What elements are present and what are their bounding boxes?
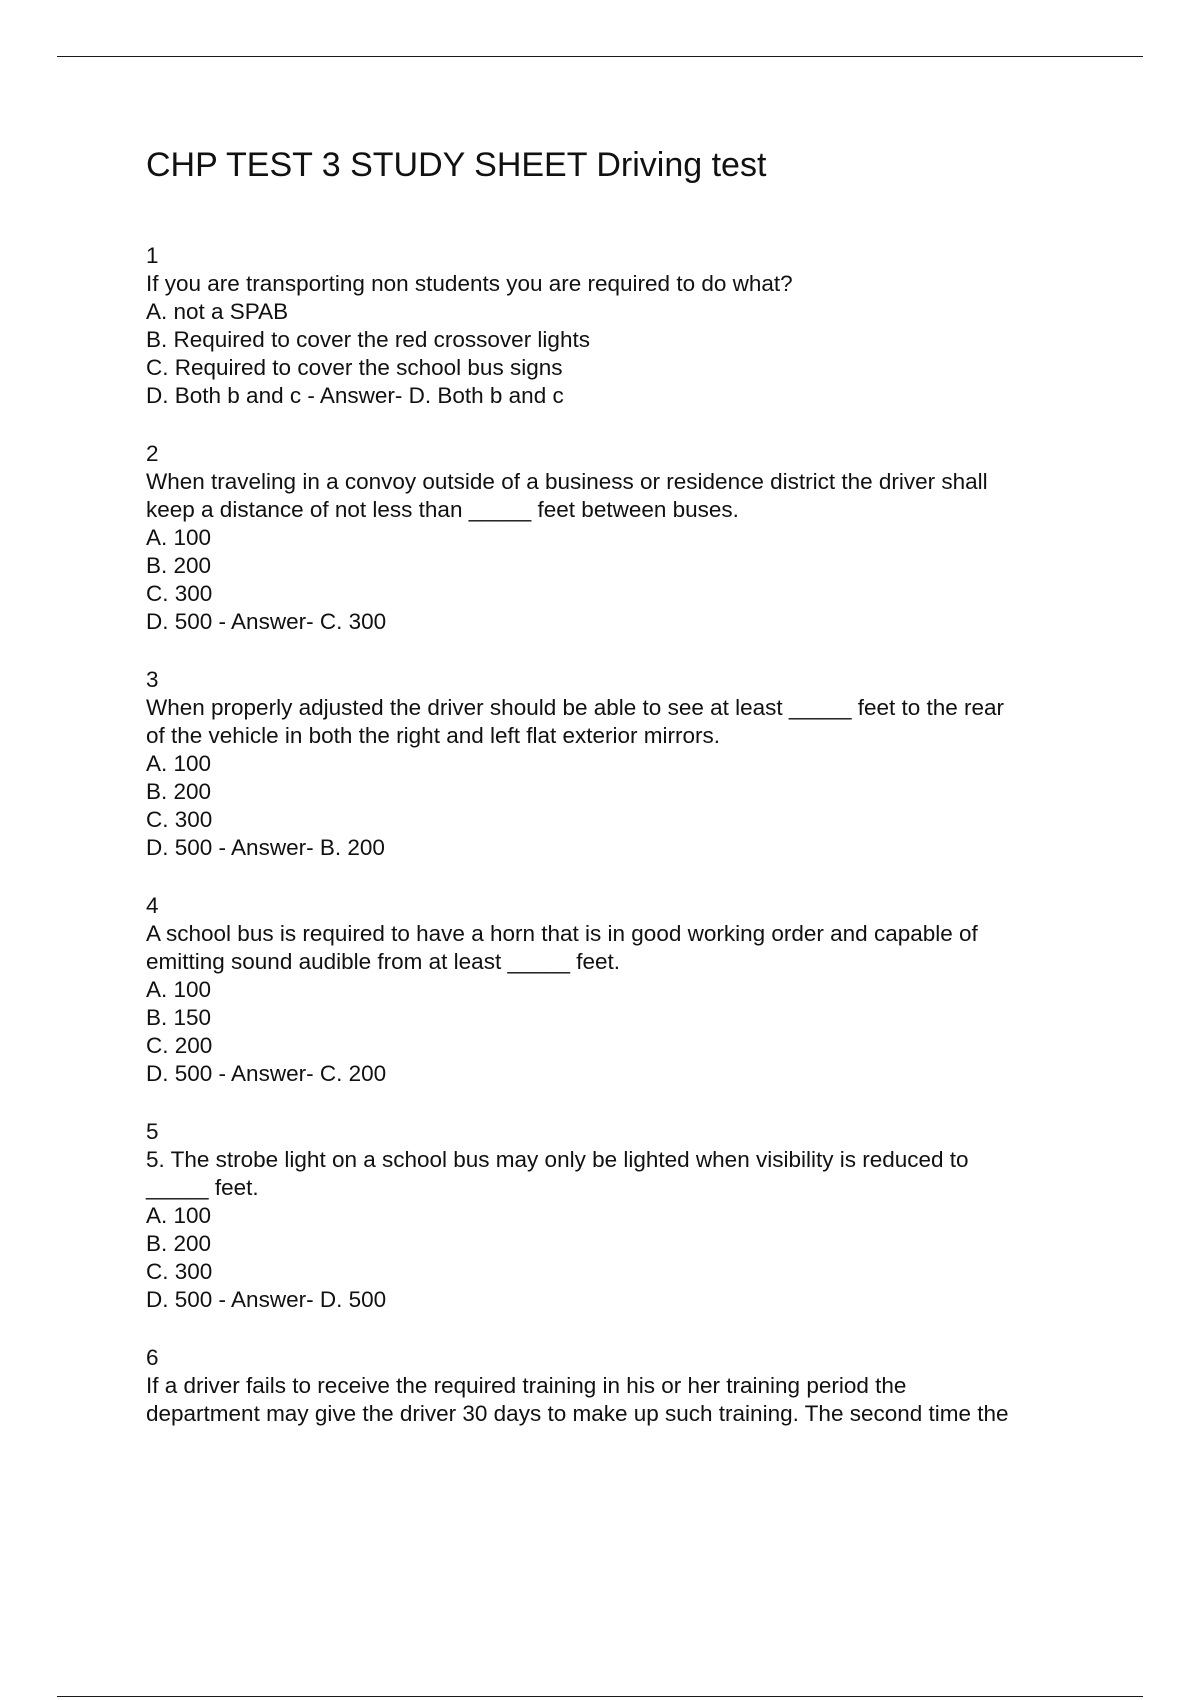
question-text: of the vehicle in both the right and left flat exterior mirrors. [146, 723, 721, 748]
answer-option: B. 200 [146, 1231, 212, 1256]
question-block [146, 1118, 1086, 1314]
answer-option: D. 500 - Answer- D. 500 [146, 1287, 387, 1312]
question-block [146, 892, 1086, 1088]
document-title: CHP TEST 3 STUDY SHEET Driving test [146, 146, 767, 184]
answer-option: C. 200 [146, 1033, 213, 1058]
answer-option: A. 100 [146, 751, 212, 776]
answer-option: A. not a SPAB [146, 299, 289, 324]
question-number: 6 [146, 1345, 159, 1370]
answer-option: C. 300 [146, 807, 213, 832]
answer-option: D. 500 - Answer- B. 200 [146, 835, 385, 860]
answer-option: B. 150 [146, 1005, 212, 1030]
question-text: department may give the driver 30 days to make up such training. The second time the [146, 1401, 1009, 1426]
answer-option: A. 100 [146, 1203, 212, 1228]
question-number: 5 [146, 1119, 159, 1144]
bottom-rule [57, 1696, 1143, 1697]
question-text: If you are transporting non students you are required to do what? [146, 271, 793, 296]
answer-option: D. 500 - Answer- C. 300 [146, 609, 387, 634]
answer-option: C. Required to cover the school bus signs [146, 355, 563, 380]
question-text: emitting sound audible from at least _____ feet. [146, 949, 621, 974]
question-block [146, 242, 1086, 410]
top-rule [57, 56, 1143, 57]
question-block [146, 1344, 1086, 1428]
question-text: A school bus is required to have a horn that is in good working order and capable of [146, 921, 978, 946]
answer-option: B. 200 [146, 553, 212, 578]
question-text: _____ feet. [146, 1175, 259, 1200]
answer-option: A. 100 [146, 525, 212, 550]
question-block [146, 666, 1086, 862]
document-body [146, 142, 1086, 1458]
answer-option: B. Required to cover the red crossover lights [146, 327, 590, 352]
answer-option: A. 100 [146, 977, 212, 1002]
question-block [146, 440, 1086, 636]
question-number: 3 [146, 667, 159, 692]
question-text: When traveling in a convoy outside of a business or residence district the driver shall [146, 469, 988, 494]
question-text: 5. The strobe light on a school bus may only be lighted when visibility is reduced to [146, 1147, 969, 1172]
answer-option: C. 300 [146, 581, 213, 606]
question-text: When properly adjusted the driver should be able to see at least _____ feet to the rear [146, 695, 1005, 720]
question-text: keep a distance of not less than _____ feet between buses. [146, 497, 739, 522]
answer-option: D. 500 - Answer- C. 200 [146, 1061, 387, 1086]
answer-option: B. 200 [146, 779, 212, 804]
question-list [146, 242, 1086, 1428]
question-number: 2 [146, 441, 159, 466]
answer-option: C. 300 [146, 1259, 213, 1284]
question-number: 1 [146, 243, 159, 268]
question-text: If a driver fails to receive the required training in his or her training period the [146, 1373, 907, 1398]
question-number: 4 [146, 893, 159, 918]
answer-option: D. Both b and c - Answer- D. Both b and c [146, 383, 564, 408]
